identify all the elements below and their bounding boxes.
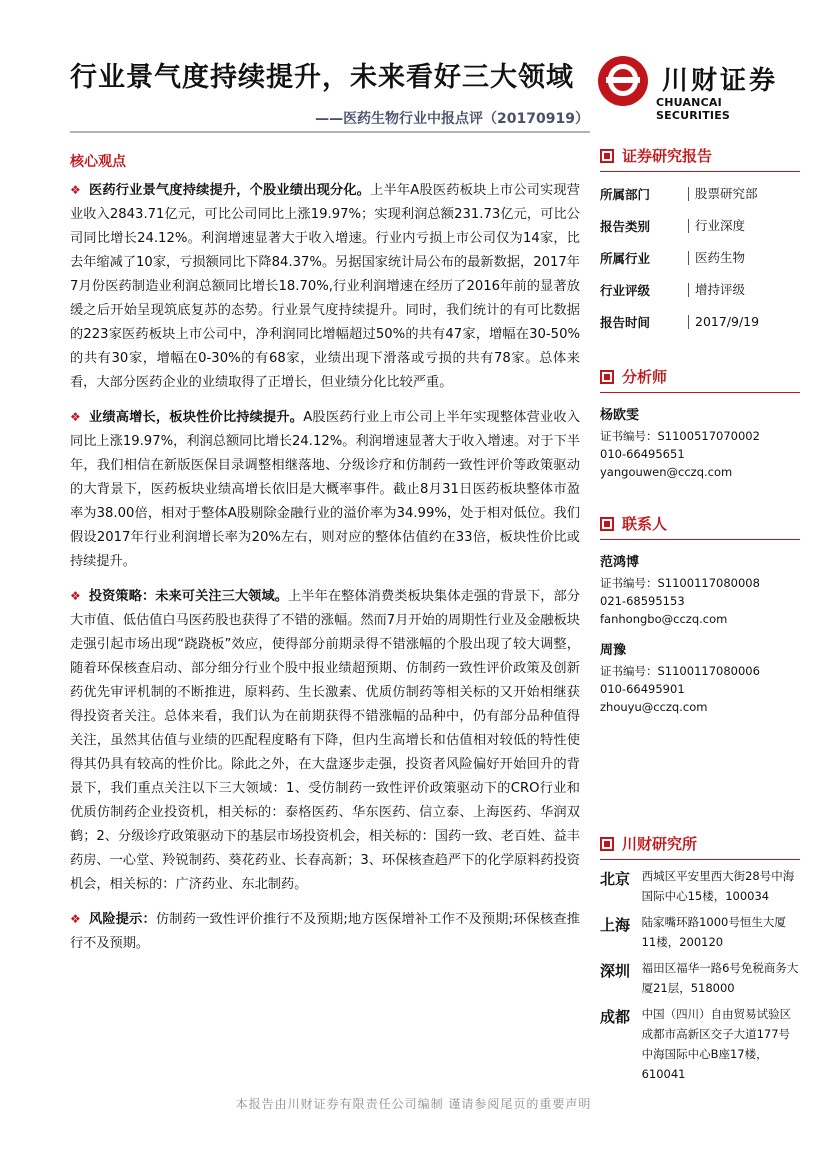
core-view-heading: 核心观点 bbox=[70, 154, 126, 170]
contact-cert: 证书编号：S1100117080006 bbox=[600, 664, 760, 678]
contact-card bbox=[600, 640, 800, 716]
company-logo bbox=[598, 52, 798, 122]
report-info-table bbox=[600, 178, 800, 338]
section-square-icon bbox=[600, 149, 614, 163]
diamond-bullet-icon: ❖ bbox=[70, 912, 81, 926]
paragraph-lead: 风险提示： bbox=[88, 912, 156, 927]
info-row: 报告时间 2017/9/19 bbox=[600, 314, 760, 330]
core-view-body bbox=[70, 178, 580, 966]
contact-email[interactable]: zhouyu@cczq.com bbox=[600, 700, 708, 714]
core-paragraph bbox=[70, 178, 580, 395]
analyst-heading: 分析师 bbox=[600, 366, 800, 387]
office-address: 福田区福华一路6号免税商务大厦21层，518000 bbox=[641, 961, 799, 995]
contact-phone: 010-66495901 bbox=[600, 682, 685, 696]
office-address: 西城区平安里西大街28号中海国际中心15楼，100034 bbox=[641, 869, 795, 903]
diamond-bullet-icon: ❖ bbox=[70, 589, 81, 603]
contact-phone: 021-68595153 bbox=[600, 594, 685, 608]
office-city: 成都 bbox=[600, 1008, 631, 1026]
info-row: 所属部门 股票研究部 bbox=[600, 186, 758, 202]
contact-heading: 联系人 bbox=[600, 513, 800, 534]
institute-block bbox=[600, 833, 800, 1084]
sidebar bbox=[600, 145, 800, 716]
office-city: 上海 bbox=[600, 916, 631, 934]
core-paragraph bbox=[70, 405, 580, 574]
analyst-email[interactable]: yangouwen@cczq.com bbox=[600, 465, 733, 479]
paragraph-text: 上半年A股医药板块上市公司实现营业收入2843.71亿元，可比公司同比上涨19.97%；实现利润总额231.73亿元，可比公司同比增长24.12%。利润增速显著大于收入增速。行业内亏损上市公司仅为14家，比去年缩减了10家，亏损额同比下降84.37%。另据国家统计局公布的最新数据，2017年7月份医药制造业利润总额同比增长18.70%,行业利润增速在经历了2016年前的显著放缓之后开始呈现筑底复苏的态势。行业景气度持续提升。同时，我们统计的有可比数据的223家医药板块上市公司中，净利润同比增幅超过50%的共有47家，增幅在30-50%的共有30家，增幅在0-30%的有68家，业绩出现下滑落或亏损的共有78家。总体来看，大部分医药企业的业绩取得了正增长，但业绩分化比较严重。 bbox=[70, 183, 580, 390]
contact-name: 范鸿博 bbox=[600, 555, 640, 570]
core-paragraph bbox=[70, 584, 580, 897]
institute-office bbox=[600, 958, 800, 998]
info-row: 报告类别 行业深度 bbox=[600, 218, 746, 234]
analyst-name: 杨欧雯 bbox=[600, 408, 640, 423]
institute-heading: 川财研究所 bbox=[600, 833, 800, 854]
analyst-cert: 证书编号：S1100517070002 bbox=[600, 429, 760, 443]
paragraph-text: 仿制药一致性评价推行不及预期;地方医保增补工作不及预期;环保核查推行不及预期。 bbox=[70, 912, 580, 951]
section-square-icon bbox=[600, 837, 614, 851]
report-subtitle: ——医药生物行业中报点评（20170919） bbox=[315, 111, 589, 127]
paragraph-lead: 业绩高增长，板块性价比持续提升。 bbox=[88, 410, 304, 425]
paragraph-text: 上半年在整体消费类板块集体走强的背景下，部分大市值、低估值白马医药股也获得了不错的涨幅。然而7月开始的周期性行业及金融板块走强引起市场出现“跷跷板”效应，使得部分前期录得不错涨幅的个股出现了较大调整，随着环保核查启动、部分细分行业个股中报业绩超预期、仿制药一致性评价政策及创新药优先审评机制的不断推进，原料药、生长激素、优质仿制药等相关标的又开始相继获得投资者关注。总体来看，我们认为在前期获得不错涨幅的品种中，仍有部分品种值得关注，虽然其估值与业绩的匹配程度略有下降，但内生高增长和估值相对较低的特性使得其仍具有较高的性价比。除此之外，在大盘逐步走强，投资者风险偏好开始回升的背景下，我们重点关注以下三大领域：1、受仿制药一致性评价政策驱动下的CRO行业和优质仿制药企业投资机，相关标的：泰格医药、华东医药、信立泰、上海医药、华润双鹤；2、分级诊疗政策驱动下的基层市场投资机会，相关标的：国药一致、老百姓、益丰药房、一心堂、羚锐制药、葵花药业、长春高新；3、环保核查趋严下的化学原料药投资机会，相关标的：广济药业、东北制药。 bbox=[70, 589, 581, 892]
paragraph-text: A股医药行业上市公司上半年实现整体营业收入同比上涨19.97%，利润总额同比增长24.12%。利润增速显著大于收入增速。对于下半年，我们相信在新版医保目录调整相继落地、分级诊疗和仿制药一致性评价等政策驱动的大背景下，医药板块业绩高增长依旧是大概率事件。截止8月31日医药板块整体市盈率为38.00倍，相对于整体A股剔除金融行业的溢价率为34.99%，处于相对低位。我们假设2017年行业利润增长率为20%左右，则对应的整体估值约在33倍，板块性价比或持续提升。 bbox=[70, 410, 581, 569]
report-info-heading: 证券研究报告 bbox=[600, 145, 800, 166]
page-footer: 本报告由川财证券有限责任公司编制 谨请参阅尾页的重要声明 bbox=[235, 1097, 592, 1111]
paragraph-lead: 投资策略：未来可关注三大领域。 bbox=[88, 589, 289, 604]
contact-email[interactable]: fanhongbo@cczq.com bbox=[600, 612, 728, 626]
section-square-icon bbox=[600, 517, 614, 531]
analyst-phone: 010-66495651 bbox=[600, 447, 685, 461]
contact-card bbox=[600, 552, 800, 628]
institute-office bbox=[600, 1004, 800, 1084]
institute-office bbox=[600, 866, 800, 906]
paragraph-lead: 医药行业景气度持续提升，个股业绩出现分化。 bbox=[88, 183, 371, 198]
institute-office bbox=[600, 912, 800, 952]
diamond-bullet-icon: ❖ bbox=[70, 183, 81, 197]
logo-name-cn: 川财证券 bbox=[662, 66, 779, 96]
info-row: 行业评级 增持评级 bbox=[600, 282, 746, 298]
contact-cert: 证书编号：S1100117080008 bbox=[600, 576, 760, 590]
core-paragraph bbox=[70, 907, 580, 956]
analyst-card bbox=[600, 405, 800, 481]
logo-name-en: CHUANCAI SECURITIES bbox=[656, 96, 731, 122]
office-city: 深圳 bbox=[600, 962, 631, 980]
office-city: 北京 bbox=[600, 870, 631, 888]
office-address: 中国（四川）自由贸易试验区成都市高新区交子大道177号中海国际中心B座17楼，610041 bbox=[641, 1007, 792, 1081]
diamond-bullet-icon: ❖ bbox=[70, 410, 81, 424]
office-address: 陆家嘴环路1000号恒生大厦11楼，200120 bbox=[641, 915, 786, 949]
section-square-icon bbox=[600, 370, 614, 384]
info-row: 所属行业 医药生物 bbox=[600, 250, 746, 266]
contact-name: 周豫 bbox=[600, 643, 627, 658]
title-divider bbox=[70, 131, 590, 133]
report-title: 行业景气度持续提升，未来看好三大领域 bbox=[70, 62, 574, 93]
